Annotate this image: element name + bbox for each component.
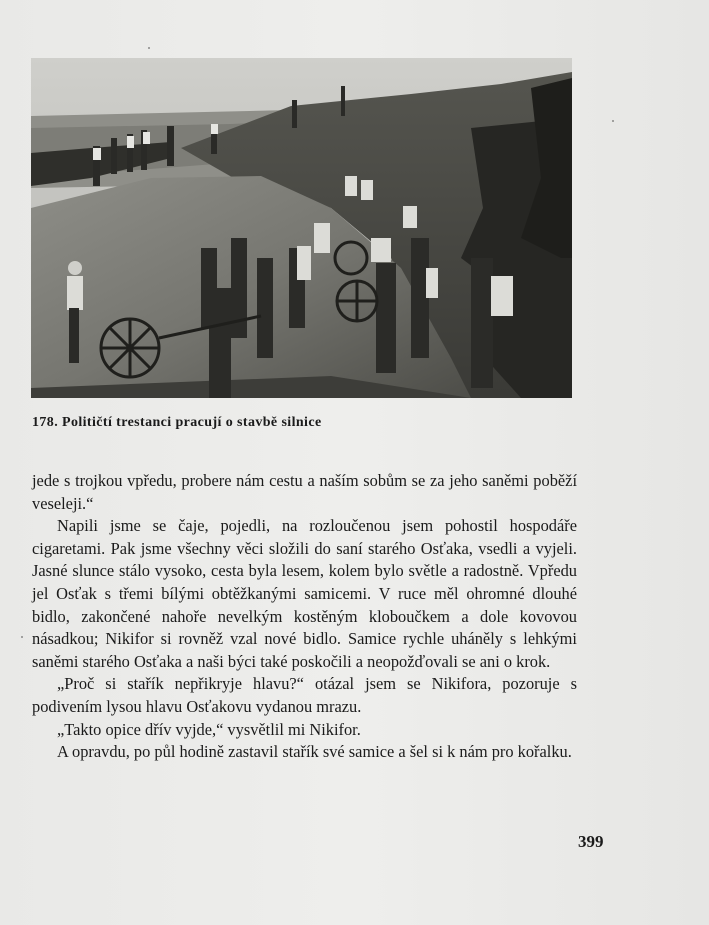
paragraph: „Proč si stařík nepřikryje hlavu?“ otázal jsem se Nikifora, pozoruje s podivením lysou hlavu Osťakovu vydanou mrazu. (32, 674, 577, 716)
body-text (32, 470, 577, 764)
paragraph: A opravdu, po půl hodině zastavil stařík své samice a šel si k nám pro kořalku. (57, 742, 572, 762)
figure-photo (31, 58, 572, 398)
paragraph: Napili jsme se čaje, pojedli, na rozloučenou jsem pohostil hospodáře cigaretami. Pak jsme všechny věci složili do saní starého Osťaka, vsedli a vyjeli. Jasné slunce stálo vysoko, cesta byla lesem, kolem bylo světle a radostně. Vpředu jel Osťak s třemi bílými obtěžkanými samicemi. V ruce měl ohromné dlouhé bidlo, zakončené nahoře nevelkým kostěným kloboučkem a dole kovovou násadkou; Nikifor si rovněž vzal nové bidlo. Samice rychle uháněly s lehkými saněmi starého Osťaka a naši býci také poskočili a neopožďovali se ani o krok. (32, 516, 577, 671)
paragraph: jede s trojkou vpředu, probere nám cestu a naším sobům se za jeho saněmi poběží veseleji.“ (32, 471, 577, 513)
page-number: 399 (578, 832, 604, 851)
road-construction-photo (31, 58, 572, 398)
figure-caption: 178. Političtí trestanci pracují o stavbě silnice (32, 415, 322, 430)
paragraph: „Takto opice dřív vyjde,“ vysvětlil mi Nikifor. (57, 719, 361, 739)
